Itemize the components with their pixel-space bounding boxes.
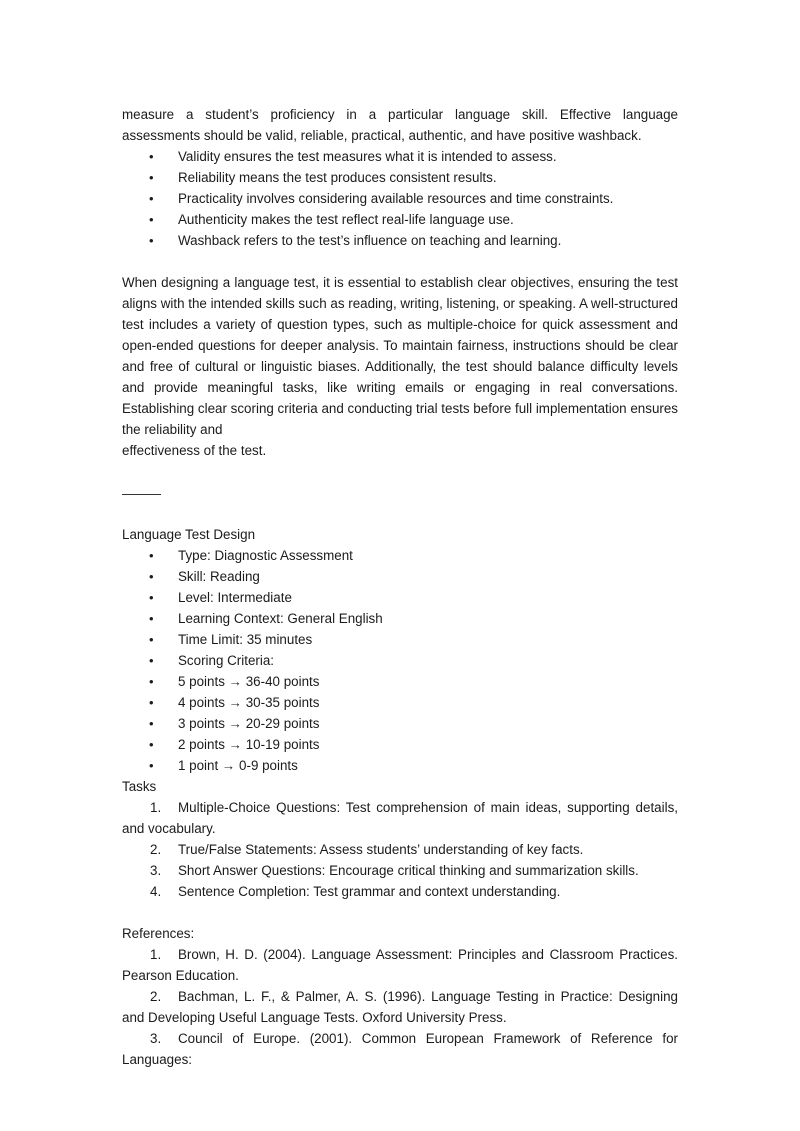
list-item: • Authenticity makes the test reflect real-life language use. (122, 209, 678, 230)
tasks-title: Tasks (122, 779, 157, 794)
design-paragraph-tail: effectiveness of the test. (122, 443, 267, 458)
bullet-icon: • (149, 695, 154, 710)
bullet-icon: • (149, 233, 154, 248)
bullet-icon: • (149, 674, 154, 689)
list-item: • Practicality involves considering available resources and time constraints. (122, 188, 678, 209)
list-number: 3. (150, 1031, 162, 1046)
bullet-icon: • (149, 548, 154, 563)
list-number: 1. (150, 947, 162, 962)
bullet-icon: • (149, 611, 154, 626)
bullet-icon: • (149, 632, 154, 647)
list-item: • Skill: Reading (122, 566, 678, 587)
bullet-icon: • (149, 716, 154, 731)
bullet-icon: • (149, 191, 154, 206)
list-item: • 4 points → 30-35 points (122, 692, 678, 713)
bullet-icon: • (149, 590, 154, 605)
references-title: References: (122, 926, 195, 941)
list-item: • Time Limit: 35 minutes (122, 629, 678, 650)
design-bullet-list (122, 545, 678, 776)
list-item: 1. Brown, H. D. (2004). Language Assessment: Principles and Classroom Practices. Pearson Education. (122, 944, 678, 986)
list-item: 3. Council of Europe. (2001). Common European Framework of Reference for Languages: (122, 1028, 678, 1070)
list-item: • Learning Context: General English (122, 608, 678, 629)
references-list (122, 944, 678, 1070)
list-item: • Type: Diagnostic Assessment (122, 545, 678, 566)
list-number: 3. (150, 863, 162, 878)
design-paragraph: When designing a language test, it is essential to establish clear objectives, ensuring the test aligns with the intended skills such as reading, writing, listening, or speaking. A well-structured test includes a variety of question types, such as multiple-choice for quick assessment and open-ended questions for deeper analysis. To maintain fairness, instructions should be clear and free of cultural or linguistic biases. Additionally, the test should balance difficulty levels and provide meaningful tasks, like writing emails or engaging in real conversations. Establishing clear scoring criteria and conducting trial tests before full implementation ensures the reliability and (122, 275, 678, 437)
bullet-icon: • (149, 737, 154, 752)
quality-bullet-list (122, 146, 678, 251)
list-item: • Washback refers to the test’s influence on teaching and learning. (122, 230, 678, 251)
list-item: • Reliability means the test produces consistent results. (122, 167, 678, 188)
list-item: • Scoring Criteria: (122, 650, 678, 671)
section-divider (122, 461, 678, 524)
list-item: 2. True/False Statements: Assess students’ understanding of key facts. (122, 839, 678, 860)
bullet-icon: • (149, 149, 154, 164)
list-item: • Validity ensures the test measures what it is intended to assess. (122, 146, 678, 167)
intro-paragraph: measure a student’s proficiency in a particular language skill. Effective language assessments should be valid, reliable, practical, authentic, and have positive washback. (122, 107, 678, 143)
list-item: • 3 points → 20-29 points (122, 713, 678, 734)
list-item: • Level: Intermediate (122, 587, 678, 608)
list-item: • 5 points → 36-40 points (122, 671, 678, 692)
divider-line (122, 494, 161, 495)
list-number: 2. (150, 842, 162, 857)
list-item: 3. Short Answer Questions: Encourage critical thinking and summarization skills. (122, 860, 678, 881)
list-item: 2. Bachman, L. F., & Palmer, A. S. (1996). Language Testing in Practice: Designing and Developing Useful Language Tests. Oxford University Press. (122, 986, 678, 1028)
tasks-list (122, 797, 678, 902)
list-number: 4. (150, 884, 162, 899)
list-item: • 1 point → 0-9 points (122, 755, 678, 776)
spacer (122, 902, 678, 923)
list-number: 1. (150, 800, 162, 815)
list-item: • 2 points → 10-19 points (122, 734, 678, 755)
bullet-icon: • (149, 758, 154, 773)
bullet-icon: • (149, 212, 154, 227)
bullet-icon: • (149, 170, 154, 185)
bullet-icon: • (149, 653, 154, 668)
spacer (122, 251, 678, 272)
design-title: Language Test Design (122, 527, 256, 542)
list-item: 1. Multiple-Choice Questions: Test comprehension of main ideas, supporting details, and vocabulary. (122, 797, 678, 839)
list-item: 4. Sentence Completion: Test grammar and context understanding. (122, 881, 678, 902)
bullet-icon: • (149, 569, 154, 584)
list-number: 2. (150, 989, 162, 1004)
